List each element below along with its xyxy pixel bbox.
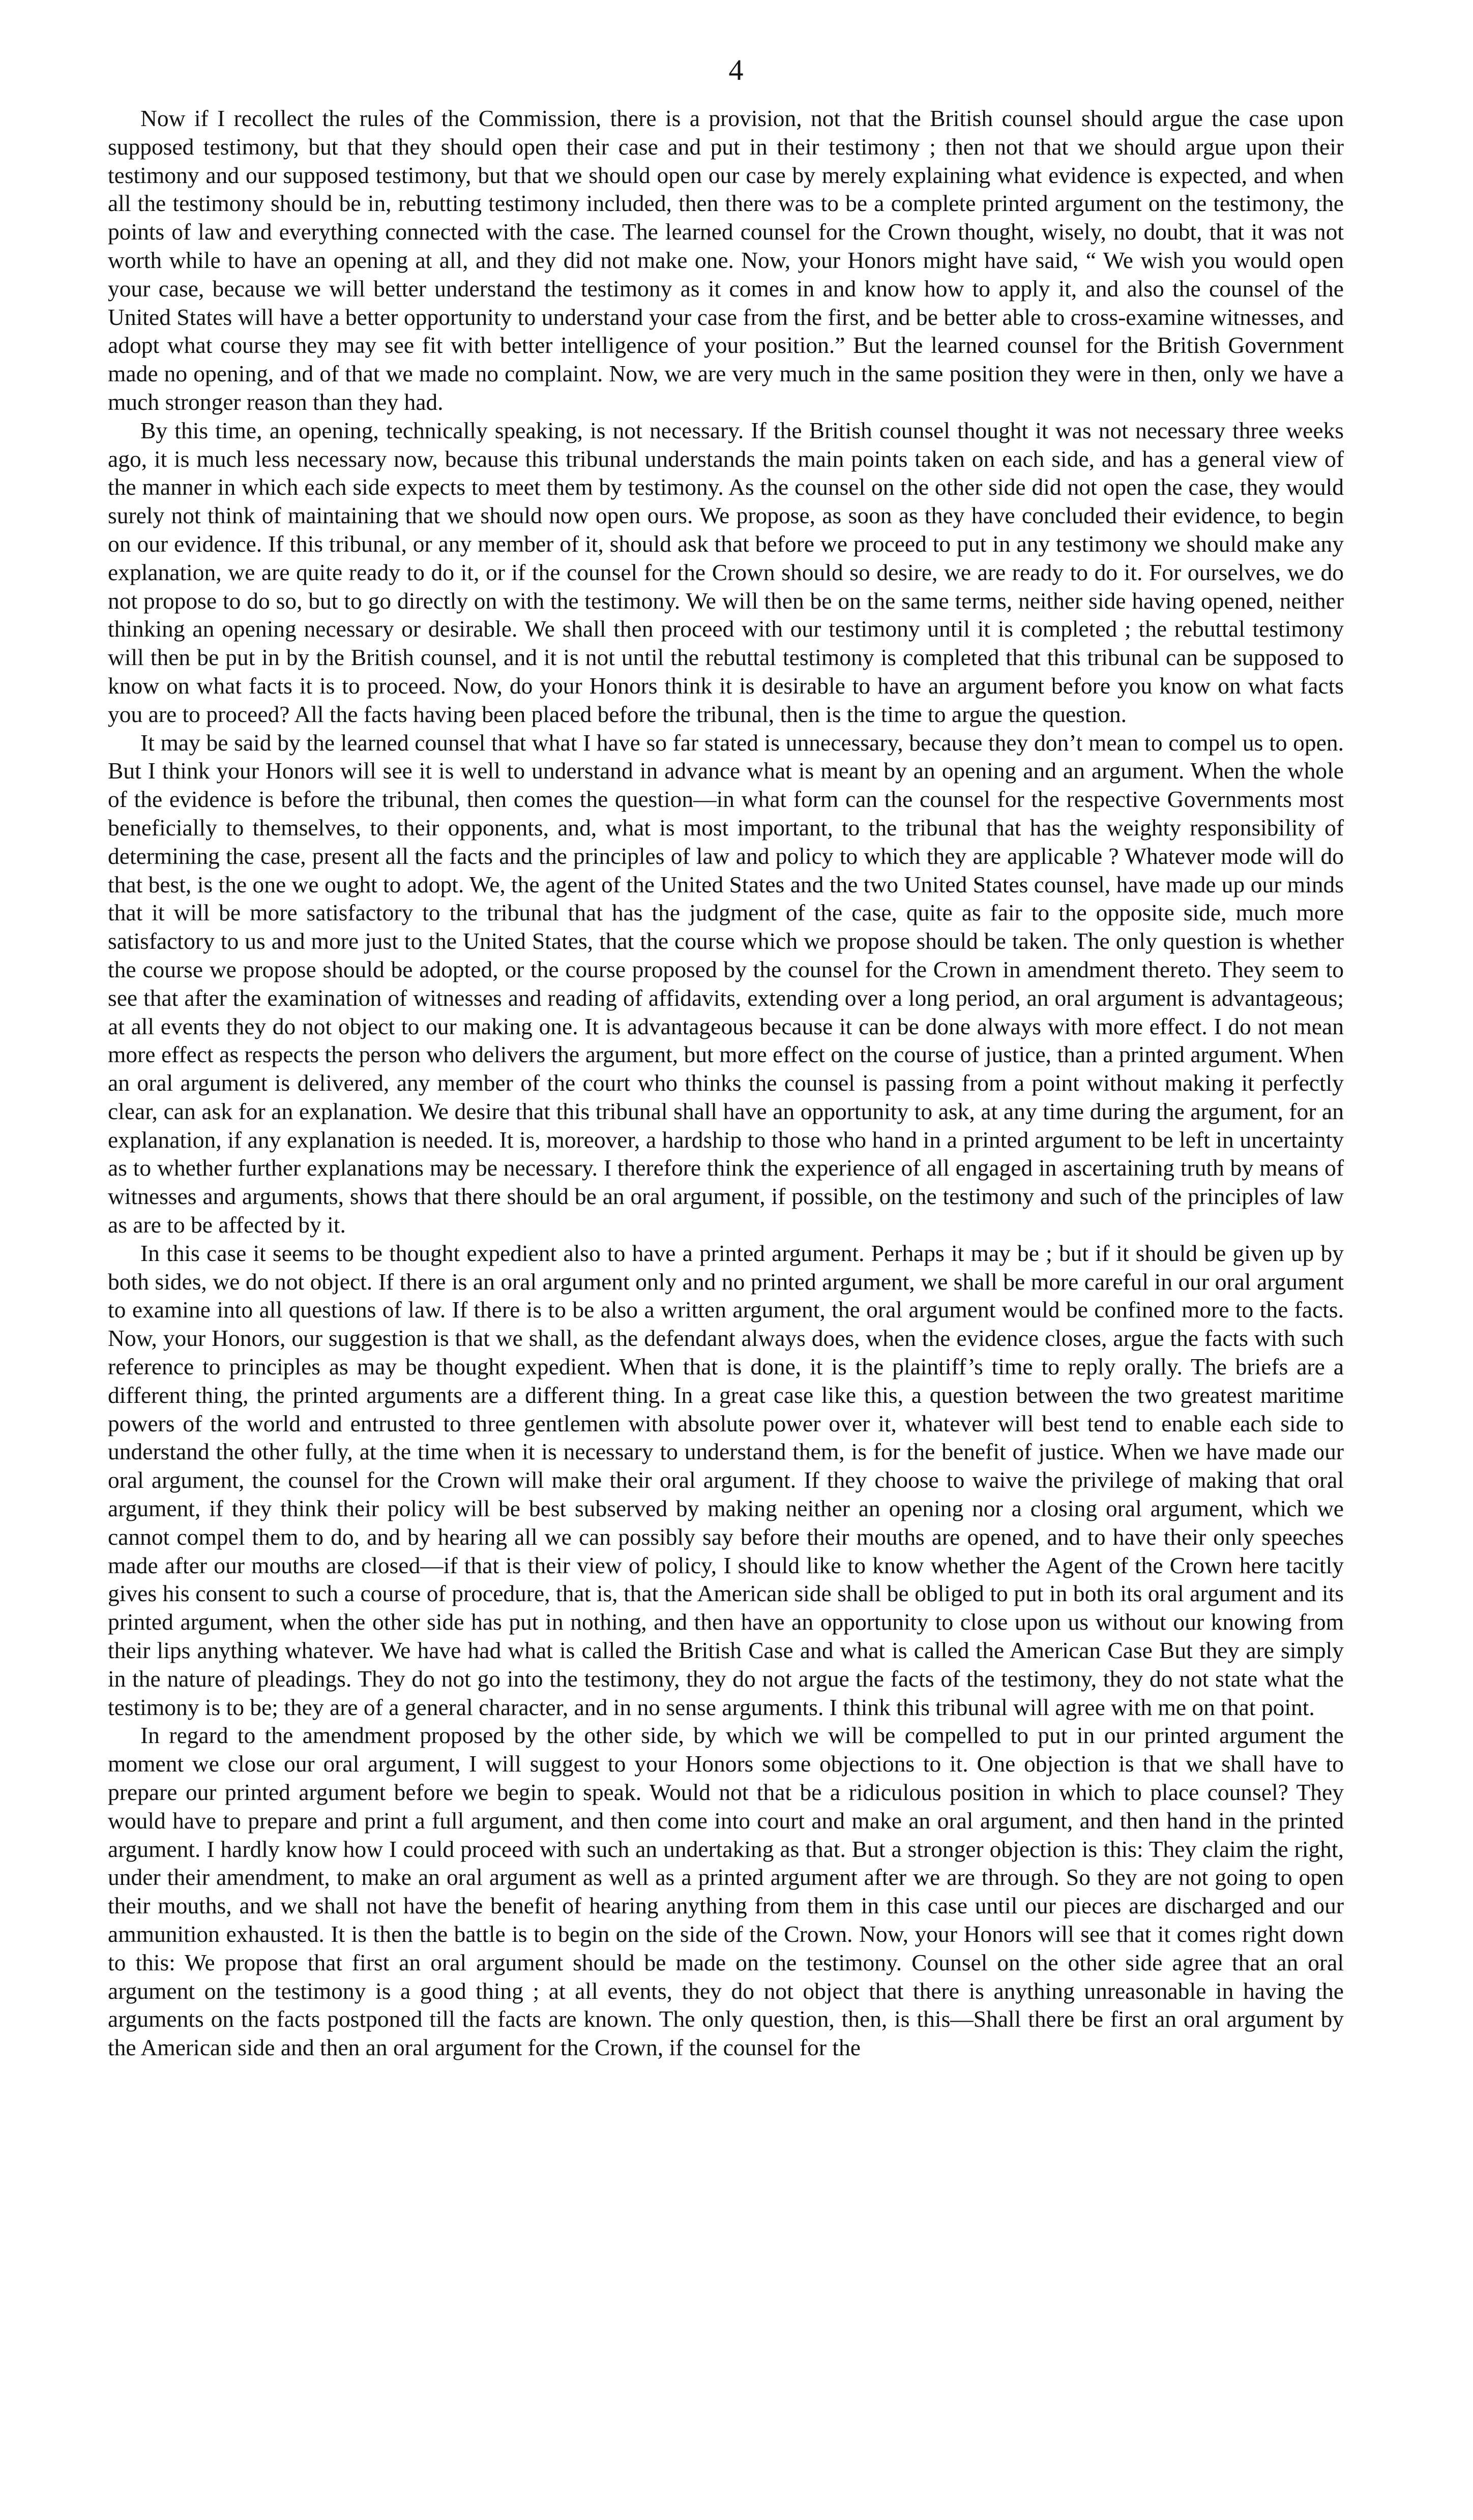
paragraph: By this time, an opening, technically speaking, is not necessary. If the British counsel thought it was not necessary three weeks ago, it is much less necessary now, because this tribunal understands the main points taken on each side, and has a general view of the manner in which each side expects to meet them by testimony. As the counsel on the other side did not open the case, they would surely not think of maintaining that we should now open ours. We propose, as soon as they have concluded their evidence, to begin on our evidence. If this tribunal, or any member of it, should ask that before we proceed to put in any testimony we should make any explanation, we are quite ready to do it, or if the counsel for the Crown should so desire, we are ready to do it. For ourselves, we do not propose to do so, but to go directly on with the testimony. We will then be on the same terms, neither side having opened, neither thinking an opening necessary or desirable. We shall then proceed with our testimony until it is completed ; the rebuttal testimony will then be put in by the British counsel, and it is not until the rebuttal testimony is completed that this tribunal can be supposed to know on what facts it is to proceed. Now, do your Honors think it is desirable to have an argument before you know on what facts you are to proceed? All the facts having been placed before the tribunal, then is the time to argue the question. bbox=[108, 417, 1344, 727]
page-number: 4 bbox=[728, 53, 745, 86]
paragraph: Now if I recollect the rules of the Commission, there is a provision, not that the British counsel should argue the case upon supposed testimony, but that they should open their case and put in their testimony ; then not that we should argue upon their testimony and our supposed testimony, but that we should open our case by merely explaining what evidence is expected, and when all the testimony should be in, rebutting testimony included, then there was to be a complete printed argument on the testimony, the points of law and everything connected with the case. The learned counsel for the Crown thought, wisely, no doubt, that it was not worth while to have an opening at all, and they did not make one. Now, your Honors might have said, “ We wish you would open your case, because we will better understand the testimony as it comes in and know how to apply it, and also the counsel of the United States will have a better opportunity to understand your case from the first, and be better able to cross-examine witnesses, and adopt what course they may see fit with better intelligence of your position.” But the learned counsel for the British Government made no opening, and of that we made no complaint. Now, we are very much in the same position they were in then, only we have a much stronger reason than they had. bbox=[108, 105, 1344, 415]
body-text bbox=[108, 104, 1344, 2062]
paragraph: In regard to the amendment proposed by the other side, by which we will be compelled to put in our printed argument the moment we close our oral argument, I will suggest to your Honors some objections to it. One objection is that we shall have to prepare our printed argument before we begin to speak. Would not that be a ridiculous position in which to place counsel? They would have to prepare and print a full argument, and then come into court and make an oral argument, and then hand in the printed argument. I hardly know how I could proceed with such an undertaking as that. But a stronger objection is this: They claim the right, under their amendment, to make an oral argument as well as a printed argument after we are through. So they are not going to open their mouths, and we shall not have the benefit of hearing anything from them in this case until our pieces are discharged and our ammunition exhausted. It is then the battle is to begin on the side of the Crown. Now, your Honors will see that it comes right down to this: We propose that first an oral argument should be made on the testimony. Counsel on the other side agree that an oral argument on the testimony is a good thing ; at all events, they do not object that there is anything unreasonable in having the arguments on the facts postponed till the facts are known. The only question, then, is this—Shall there be first an oral argument by the American side and then an oral argument for the Crown, if the counsel for the bbox=[108, 1722, 1344, 2061]
paragraph: In this case it seems to be thought expedient also to have a printed argument. Perhaps it may be ; but if it should be given up by both sides, we do not object. If there is an oral argument only and no printed argument, we shall be more careful in our oral argument to examine into all questions of law. If there is to be also a written argument, the oral argument would be confined more to the facts. Now, your Honors, our suggestion is that we shall, as the defendant always does, when the evidence closes, argue the facts with such reference to principles as may be thought expedient. When that is done, it is the plaintiff’s time to reply orally. The briefs are a different thing, the printed arguments are a different thing. In a great case like this, a question between the two greatest maritime powers of the world and entrusted to three gentlemen with absolute power over it, whatever will best tend to enable each side to understand the other fully, at the time when it is necessary to understand them, is for the benefit of justice. When we have made our oral argument, the counsel for the Crown will make their oral argument. If they choose to waive the privilege of making that oral argument, if they think their policy will be best subserved by making neither an opening nor a closing oral argument, which we cannot compel them to do, and by hearing all we can possibly say before their mouths are opened, and to have their only speeches made after our mouths are closed—if that is their view of policy, I should like to know whether the Agent of the Crown here tacitly gives his consent to such a course of procedure, that is, that the American side shall be obliged to put in both its oral argument and its printed argument, when the other side has put in nothing, and then have an opportunity to close upon us without our knowing from their lips anything whatever. We have had what is called the British Case and what is called the American Case But they are simply in the nature of pleadings. They do not go into the testimony, they do not argue the facts of the testimony, they do not state what the testimony is to be; they are of a general character, and in no sense arguments. I think this tribunal will agree with me on that point. bbox=[108, 1240, 1344, 1720]
paragraph: It may be said by the learned counsel that what I have so far stated is unnecessary, because they don’t mean to compel us to open. But I think your Honors will see it is well to understand in advance what is meant by an opening and an argument. When the whole of the evidence is before the tribunal, then comes the question—in what form can the counsel for the respective Governments most beneficially to themselves, to their opponents, and, what is most important, to the tribunal that has the weighty responsibility of determining the case, present all the facts and the principles of law and policy to which they are applicable ? Whatever mode will do that best, is the one we ought to adopt. We, the agent of the United States and the two United States counsel, have made up our minds that it will be more satisfactory to the tribunal that has the judgment of the case, quite as fair to the opposite side, much more satisfactory to us and more just to the United States, that the course which we propose should be taken. The only question is whether the course we propose should be adopted, or the course proposed by the counsel for the Crown in amendment thereto. They seem to see that after the examination of witnesses and reading of affidavits, extending over a long period, an oral argument is advantageous; at all events they do not object to our making one. It is advantageous because it can be done always with more effect. I do not mean more effect as respects the person who delivers the argument, but more effect on the course of justice, than a printed argument. When an oral argument is delivered, any member of the court who thinks the counsel is passing from a point without making it perfectly clear, can ask for an explanation. We desire that this tribunal shall have an opportunity to ask, at any time during the argument, for an explanation, if any explanation is needed. It is, moreover, a hardship to those who hand in a printed argument to be left in uncertainty as to whether further explanations may be necessary. I therefore think the experience of all engaged in ascertaining truth by means of witnesses and arguments, shows that there should be an oral argument, if possible, on the testimony and such of the principles of law as are to be affected by it. bbox=[108, 729, 1344, 1238]
